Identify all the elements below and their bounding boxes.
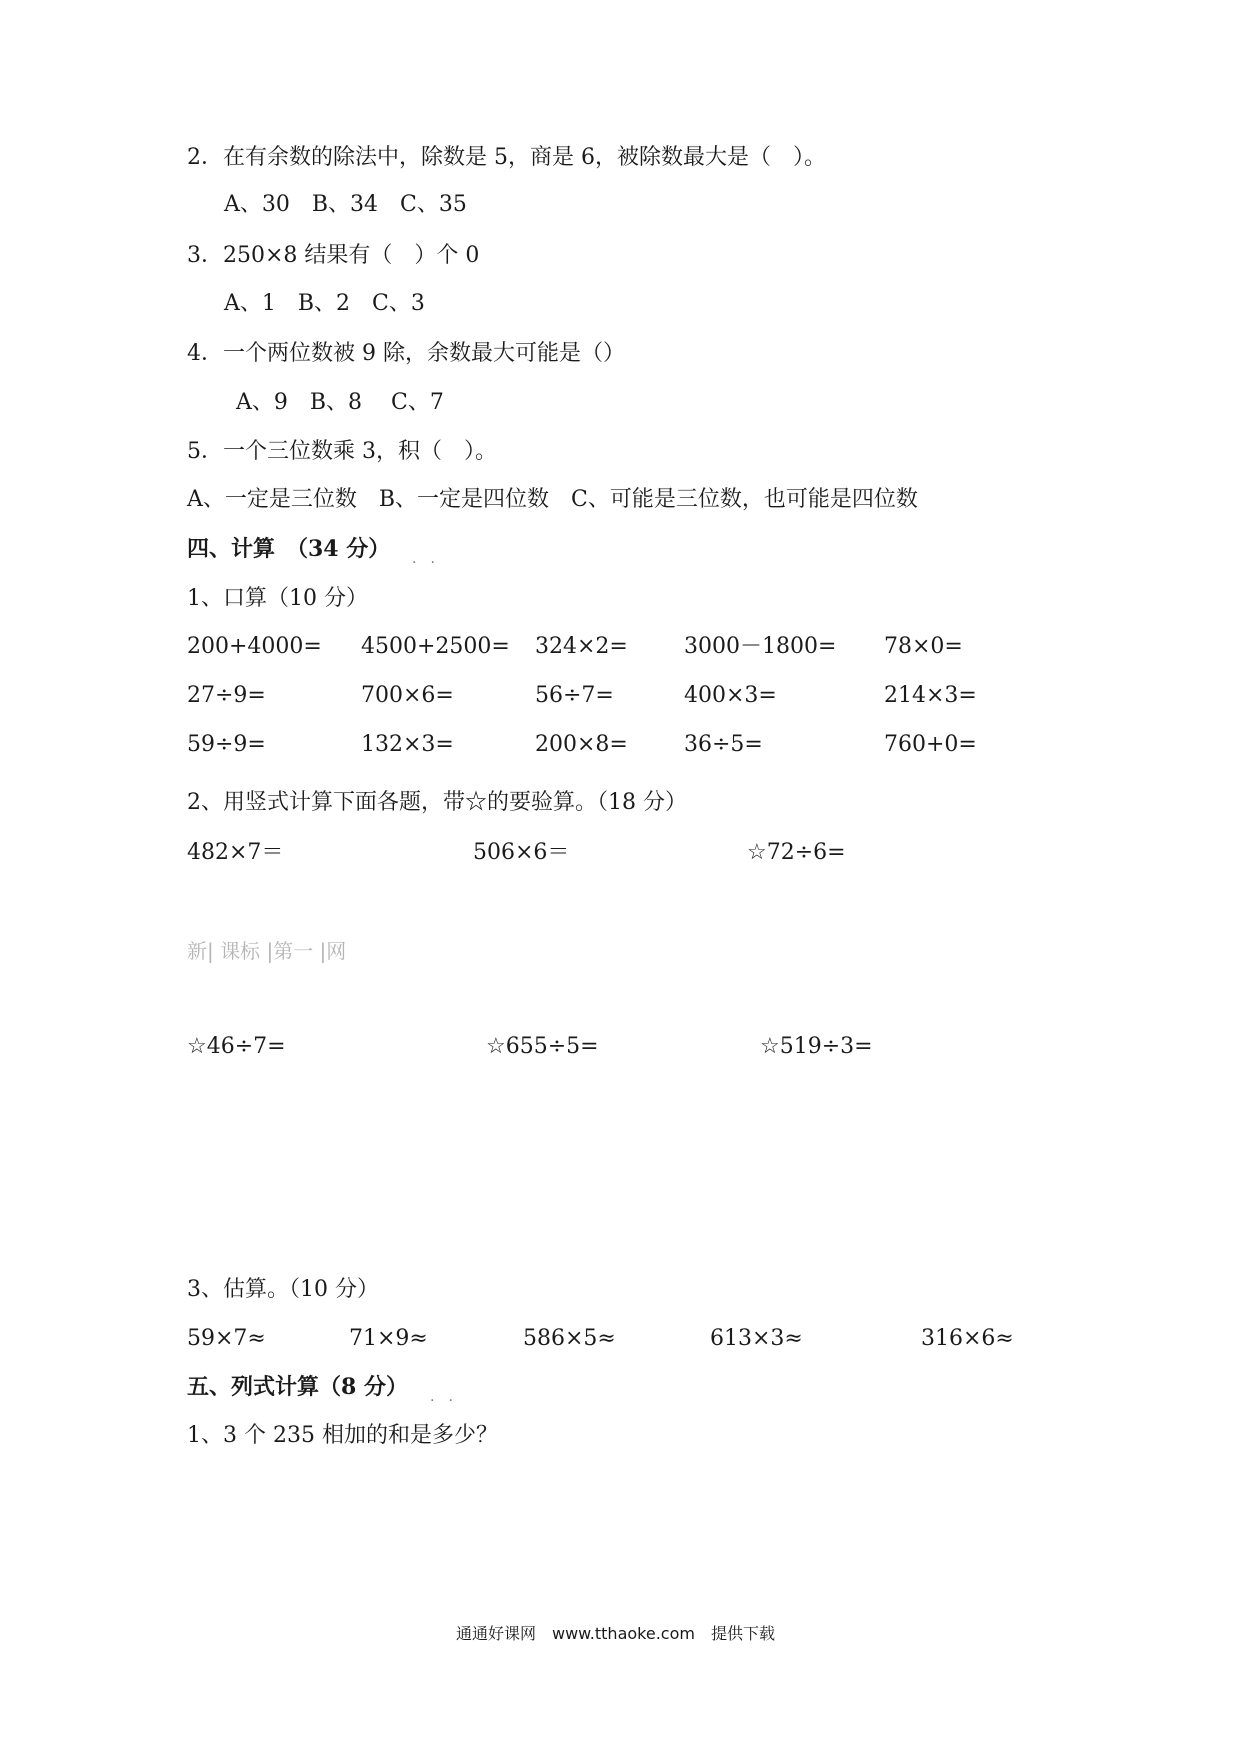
oral-calc-item: 3000－1800= [684,634,837,659]
vertical-calc-item: ☆72÷6= [747,840,846,865]
vertical-calc-item: ☆46÷7= [187,1034,286,1059]
section-5-heading: 五、列式计算（8 分） [187,1374,408,1400]
question-5-options: A、一定是三位数 B、一定是四位数 C、可能是三位数，也可能是四位数 [187,487,918,512]
oral-calc-item: 132×3= [361,732,454,757]
estimate-item: 71×9≈ [349,1326,428,1351]
oral-calc-item: 78×0= [884,634,963,659]
vertical-calc-title: 2、用竖式计算下面各题，带☆的要验算。（18 分） [187,790,687,815]
estimate-item: 316×6≈ [921,1326,1014,1351]
oral-calc-item: 27÷9= [187,683,266,708]
question-4-options: A、9 B、8 C、7 [236,390,444,415]
question-5: 5．一个三位数乘 3，积（ ）。 [187,439,497,464]
oral-calc-item: 700×6= [361,683,454,708]
section-5-question-1: 1、3 个 235 相加的和是多少？ [187,1423,498,1448]
footer-credit: 通通好课网 www.tthaoke.com 提供下载 [456,1624,775,1643]
question-3-options: A、1 B、2 C、3 [224,291,425,316]
vertical-calc-item: 506×6＝ [473,840,570,865]
oral-calc-item: 56÷7= [535,683,614,708]
vertical-calc-item: 482×7＝ [187,840,284,865]
oral-calc-item: 760+0= [884,732,977,757]
oral-calc-title: 1、口算（10 分） [187,586,368,611]
question-2: 2．在有余数的除法中，除数是 5，商是 6，被除数最大是（ ）。 [187,145,826,170]
section-4-heading: 四、计算 （34 分） [187,536,391,562]
vertical-calc-item: ☆519÷3= [760,1034,873,1059]
oral-calc-item: 59÷9= [187,732,266,757]
decorative-dots: . . [430,1389,453,1405]
estimate-item: 586×5≈ [523,1326,616,1351]
oral-calc-item: 200×8= [535,732,628,757]
estimate-item: 613×3≈ [710,1326,803,1351]
question-4: 4．一个两位数被 9 除，余数最大可能是（） [187,341,625,366]
oral-calc-item: 214×3= [884,683,977,708]
question-2-options: A、30 B、34 C、35 [224,192,467,217]
question-3: 3．250×8 结果有（ ）个 0 [187,243,480,268]
watermark-text: 新| 课标 |第一 |网 [187,939,347,963]
oral-calc-item: 400×3= [684,683,777,708]
oral-calc-item: 36÷5= [684,732,763,757]
decorative-dots: . . [412,551,435,567]
oral-calc-item: 4500+2500= [361,634,510,659]
oral-calc-item: 200+4000= [187,634,322,659]
oral-calc-item: 324×2= [535,634,628,659]
estimate-title: 3、估算。（10 分） [187,1277,379,1302]
vertical-calc-item: ☆655÷5= [486,1034,599,1059]
estimate-item: 59×7≈ [187,1326,266,1351]
